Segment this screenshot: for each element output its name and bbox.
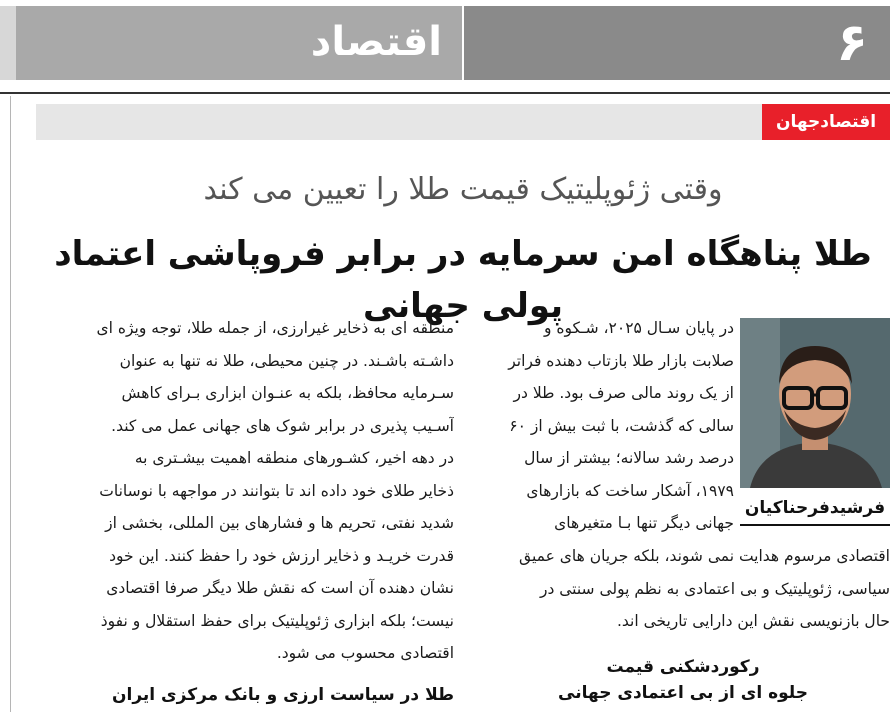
text-line: در پایان سـال ۲۰۲۵، شـکوه و (543, 319, 734, 337)
text-line: اقتصادی مرسوم هدایت نمی شوند، بلکه جریان های عمیق (519, 547, 890, 565)
text-line: حال بازنویسی نقش این دارایی تاریخی اند. (616, 612, 890, 630)
header-rule (0, 92, 890, 94)
section-title: اقتصاد (310, 19, 442, 65)
text-line: قدرت خریـد و ذخایر ارزش خود را حفظ کنند. این خود (109, 546, 454, 565)
text-line: اقتصادی محسوب می شود. (276, 644, 454, 662)
text-line: ۱۹۷۹، آشکار ساخت که بازارهای (526, 481, 734, 500)
article-headline: طلا پناهگاه امن سرمایه در برابر فروپاشی اعتماد پولی جهانی (54, 234, 872, 326)
page-number: ۶ (836, 13, 868, 73)
left-column (34, 312, 454, 670)
right-column-bottom (476, 540, 890, 638)
text-line: سیاسی، ژئوپلیتیک و بی اعتمادی به نظم پولی سنتی در (539, 579, 890, 598)
text-line: درصد رشد سالانه؛ بیشتر از سال (524, 449, 734, 467)
author-rule (740, 524, 890, 526)
text-line: جهانی دیگر تنها بـا متغیرهای (554, 514, 734, 532)
text-line: سـرمایه محافظ، بلکه به عنـوان ابزاری بـرای کاهش (121, 384, 454, 402)
column-rule (10, 96, 11, 712)
subhead-record: رکوردشکنی قیمت (606, 657, 760, 677)
text-line: شدید نفتی، تحریم ها و فشارهای بین المللی، بخشی از (105, 514, 454, 532)
article-kicker: وقتی ژئوپلیتیک قیمت طلا را تعیین می کند (203, 172, 723, 207)
page-number-box (464, 6, 890, 80)
header-edge (0, 6, 16, 80)
text-line: ذخایر طلای خود داده اند تا بتوانند در مواجهه با نوسانات (99, 481, 454, 500)
text-line: صلابت بازار طلا بازتاب دهنده فراتر (508, 351, 734, 370)
section-title-box (16, 6, 462, 80)
section-strip (36, 104, 890, 140)
text-line: نیست؛ بلکه ابزاری ژئوپلیتیک برای حفظ استقلال و نفوذ (100, 611, 454, 630)
author-name: فرشیدفرحناکیان (744, 498, 886, 518)
subhead-central-bank: طلا در سیاست ارزی و بانک مرکزی ایران (112, 685, 454, 705)
right-column-top (476, 312, 734, 540)
text-line: در دهه اخیر، کشـورهای منطقه اهمیت بیشـتری به (134, 449, 454, 467)
text-line: منطقه ای به ذخایر غیرارزی، از جمله طلا، توجه ویژه ای (96, 319, 454, 337)
text-line: از یک روند مالی صرف بود. طلا در (513, 384, 734, 402)
subhead-distrust: جلوه ای از بی اعتمادی جهانی (558, 683, 808, 703)
text-line: سالی که گذشت، با ثبت بیش از ۶۰ (509, 416, 734, 435)
page-header (0, 0, 890, 86)
text-line: نشان دهنده آن است که نقش طلا دیگر صرفا اقتصادی (106, 579, 454, 597)
author-photo (740, 318, 890, 488)
text-line: آسـیب پذیری در برابر شوک های جهانی عمل می کند. (111, 416, 454, 435)
text-line: داشـته باشـند. در چنین محیطی، طلا نه تنها به عنوان (119, 351, 454, 370)
section-tag: اقتصادجهان (762, 104, 890, 140)
